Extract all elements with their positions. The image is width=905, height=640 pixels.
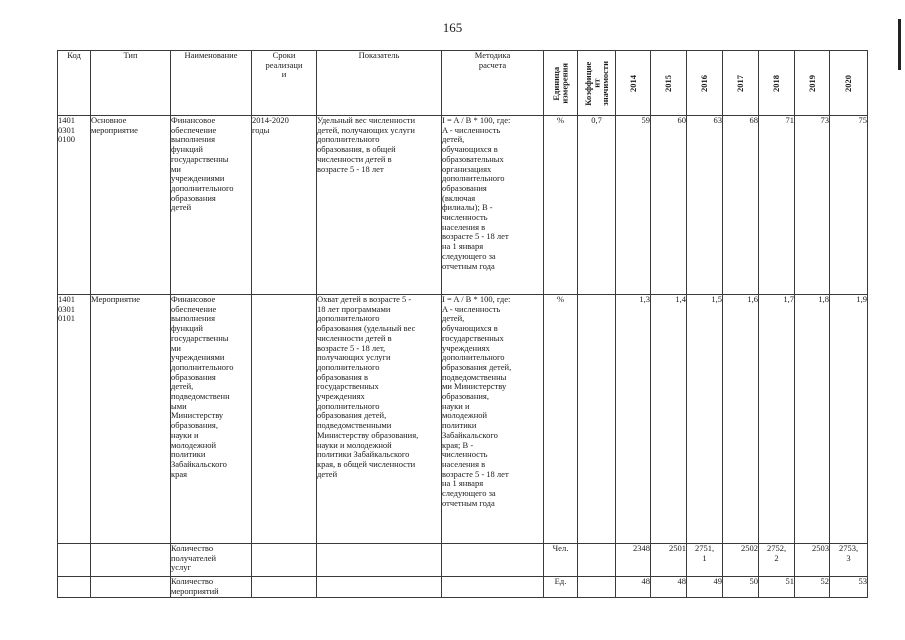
cell-2020: 2753, 3 — [830, 544, 868, 577]
header-term: Сроки реализаци и — [252, 51, 317, 116]
header-indicator: Показатель — [317, 51, 442, 116]
cell-2018: 2752, 2 — [759, 544, 795, 577]
header-coef — [578, 51, 616, 116]
cell-unit: % — [544, 116, 578, 295]
header-2016 — [687, 51, 723, 116]
cell-2020: 1,9 — [830, 295, 868, 544]
header-2014-text: 2014 — [627, 74, 638, 92]
header-2017 — [723, 51, 759, 116]
cell-2017: 50 — [723, 577, 759, 598]
cell-unit: Чел. — [544, 544, 578, 577]
table-row — [58, 544, 868, 577]
table-row — [58, 577, 868, 598]
cell-type — [91, 577, 171, 598]
header-name: Наименование — [171, 51, 252, 116]
cell-2018: 71 — [759, 116, 795, 295]
cell-2018: 1,7 — [759, 295, 795, 544]
cell-method — [442, 577, 544, 598]
header-2014 — [616, 51, 651, 116]
cell-2016: 49 — [687, 577, 723, 598]
cell-indicator: Удельный вес численности детей, получающих услуги дополнительного образования, в общей численности детей в возрасте 5 - 18 лет — [317, 116, 442, 295]
cell-2016: 2751, 1 — [687, 544, 723, 577]
page-number: 165 — [442, 20, 463, 35]
cell-unit: Ед. — [544, 577, 578, 598]
cell-code — [58, 577, 91, 598]
cell-2017: 2502 — [723, 544, 759, 577]
cell-name: Количество получателей услуг — [171, 544, 252, 577]
cell-2017: 1,6 — [723, 295, 759, 544]
cell-2014: 59 — [616, 116, 651, 295]
cell-2016: 63 — [687, 116, 723, 295]
header-2019-text: 2019 — [806, 74, 817, 92]
header-method: Методика расчета — [442, 51, 544, 116]
cell-method — [442, 544, 544, 577]
header-2018 — [759, 51, 795, 116]
cell-2019: 2503 — [795, 544, 830, 577]
table-row — [58, 295, 868, 544]
header-code: Код — [58, 51, 91, 116]
cell-2017: 68 — [723, 116, 759, 295]
cell-method: I = A / B * 100, где: A - численность детей, обучающихся в образовательных организациях дополнительного образования (включая филиалы); B - численность населения в возрасте 5 - 18 лет на 1 января следующего за отчетным года — [442, 116, 544, 295]
cell-2014: 48 — [616, 577, 651, 598]
cell-term: 2014-2020 годы — [252, 116, 317, 295]
header-2019 — [795, 51, 830, 116]
cell-2019: 52 — [795, 577, 830, 598]
header-type: Тип — [91, 51, 171, 116]
cell-name: Количество мероприятий — [171, 577, 252, 598]
table-header-row — [58, 51, 868, 116]
cell-term — [252, 577, 317, 598]
cell-2014: 2348 — [616, 544, 651, 577]
header-2016-text: 2016 — [699, 74, 710, 92]
cell-2019: 1,8 — [795, 295, 830, 544]
cell-code: 1401 0301 0101 — [58, 295, 91, 544]
header-2015-text: 2015 — [663, 74, 674, 92]
cell-2018: 51 — [759, 577, 795, 598]
header-2017-text: 2017 — [735, 74, 746, 92]
cell-term — [252, 295, 317, 544]
cell-type: Мероприятие — [91, 295, 171, 544]
indicator-table — [57, 50, 868, 598]
header-2020 — [830, 51, 868, 116]
header-coef-text: Коэффицие нт значимости — [582, 60, 610, 106]
header-2018-text: 2018 — [771, 74, 782, 92]
cell-indicator — [317, 577, 442, 598]
cell-2020: 75 — [830, 116, 868, 295]
cell-indicator — [317, 544, 442, 577]
cell-coef: 0,7 — [578, 116, 616, 295]
header-unit — [544, 51, 578, 116]
binding-mark — [898, 19, 901, 70]
cell-coef — [578, 577, 616, 598]
cell-code — [58, 544, 91, 577]
cell-code: 1401 0301 0100 — [58, 116, 91, 295]
cell-indicator: Охват детей в возрасте 5 - 18 лет программами дополнительного образования (удельный вес численности детей в возрасте 5 - 18 лет, получающих услуги дополнительного образования в государственных учреждениях дополнительного образования детей, подведомственными Министерству образования, науки и молодежной политики Забайкальского края, в общей численности детей — [317, 295, 442, 544]
cell-term — [252, 544, 317, 577]
cell-type — [91, 544, 171, 577]
cell-name: Финансовое обеспечение выполнения функций государственны ми учреждениями дополнительного образования детей — [171, 116, 252, 295]
cell-name: Финансовое обеспечение выполнения функций государственны ми учреждениями дополнительного образования детей, подведомственн ыми Министерству образования, науки и молодежной политики Забайкальского края — [171, 295, 252, 544]
cell-2015: 48 — [651, 577, 687, 598]
header-2015 — [651, 51, 687, 116]
cell-2020: 53 — [830, 577, 868, 598]
cell-type: Основное мероприятие — [91, 116, 171, 295]
cell-2016: 1,5 — [687, 295, 723, 544]
header-unit-text: Единица измерения — [551, 62, 570, 104]
cell-coef — [578, 295, 616, 544]
cell-2015: 1,4 — [651, 295, 687, 544]
cell-2015: 2501 — [651, 544, 687, 577]
header-2020-text: 2020 — [843, 74, 854, 92]
cell-2014: 1,3 — [616, 295, 651, 544]
cell-2019: 73 — [795, 116, 830, 295]
table-row — [58, 116, 868, 295]
cell-method: I = A / B * 100, где: A - численность детей, обучающихся в государственных учреждениях дополнительного образования детей, подведомственны ми Министерству образования, науки и молодежной политики Забайкальского края; B - численность населения в возрасте 5 - 18 лет на 1 января следующего за отчетным года — [442, 295, 544, 544]
cell-unit: % — [544, 295, 578, 544]
cell-2015: 60 — [651, 116, 687, 295]
cell-coef — [578, 544, 616, 577]
